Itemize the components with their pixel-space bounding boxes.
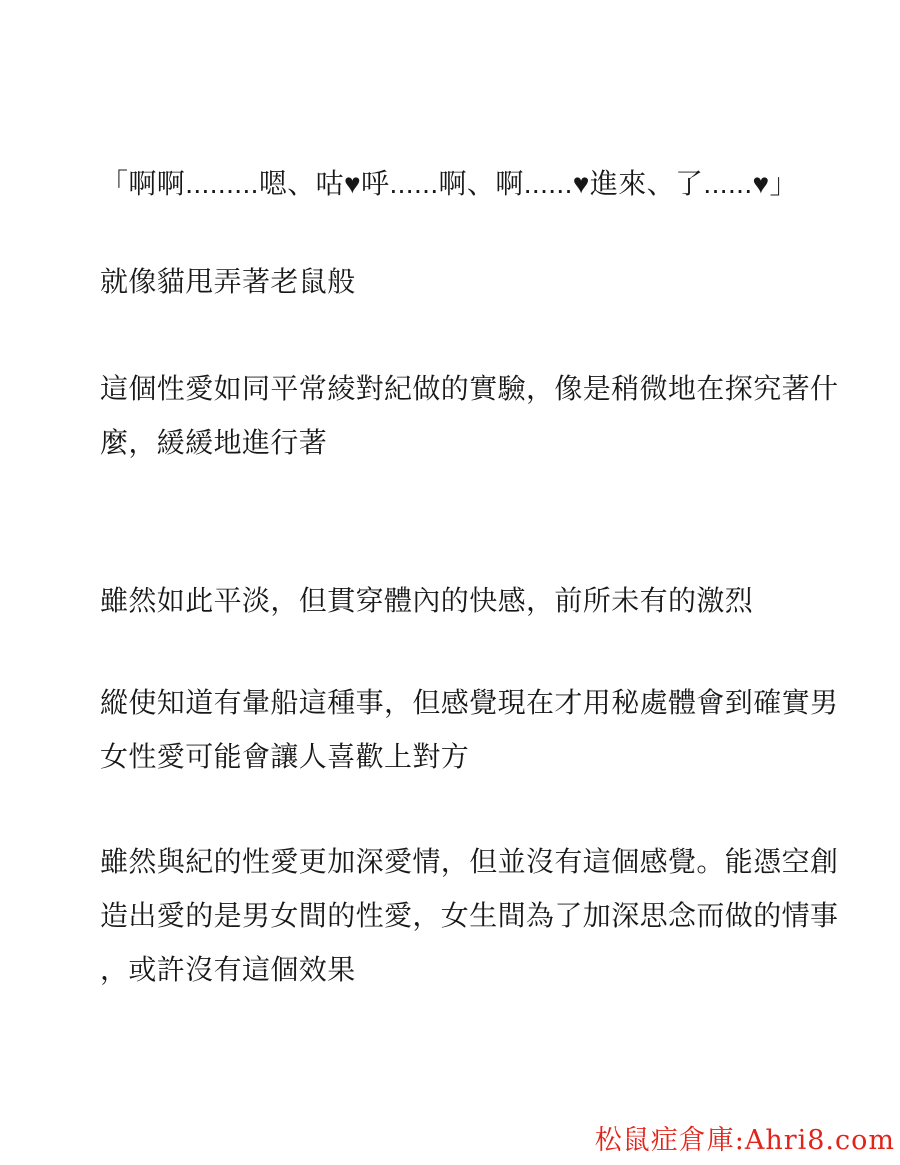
paragraph [100,835,838,997]
text-line: 雖然與紀的性愛更加深愛情，但並沒有這個感覺。能憑空創 [100,846,839,877]
text-line: ，或許沒有這個效果 [100,954,356,985]
text-line: 「啊啊.........嗯、咕♥呼......啊、啊......♥進來、了......♥」 [100,168,798,199]
paragraph [100,255,356,309]
paragraph [100,574,753,628]
text-line: 造出愛的是男女間的性愛，女生間為了加深思念而做的情事 [100,900,839,931]
text-line: 雖然如此平淡，但貫穿體內的快感，前所未有的激烈 [100,585,754,616]
text-line: 麼，緩緩地進行著 [100,427,328,458]
paragraph [100,362,838,470]
watermark-site-credit: 松鼠症倉庫:Ahri8.com [594,1125,895,1156]
text-line: 就像貓甩弄著老鼠般 [100,266,356,297]
text-line: 縱使知道有暈船這種事，但感覺現在才用秘處體會到確實男 [100,687,839,718]
paragraph [100,676,838,784]
text-line: 這個性愛如同平常綾對紀做的實驗，像是稍微地在探究著什 [100,373,839,404]
paragraph-dialogue [100,157,798,211]
text-line: 女性愛可能會讓人喜歡上對方 [100,741,470,772]
